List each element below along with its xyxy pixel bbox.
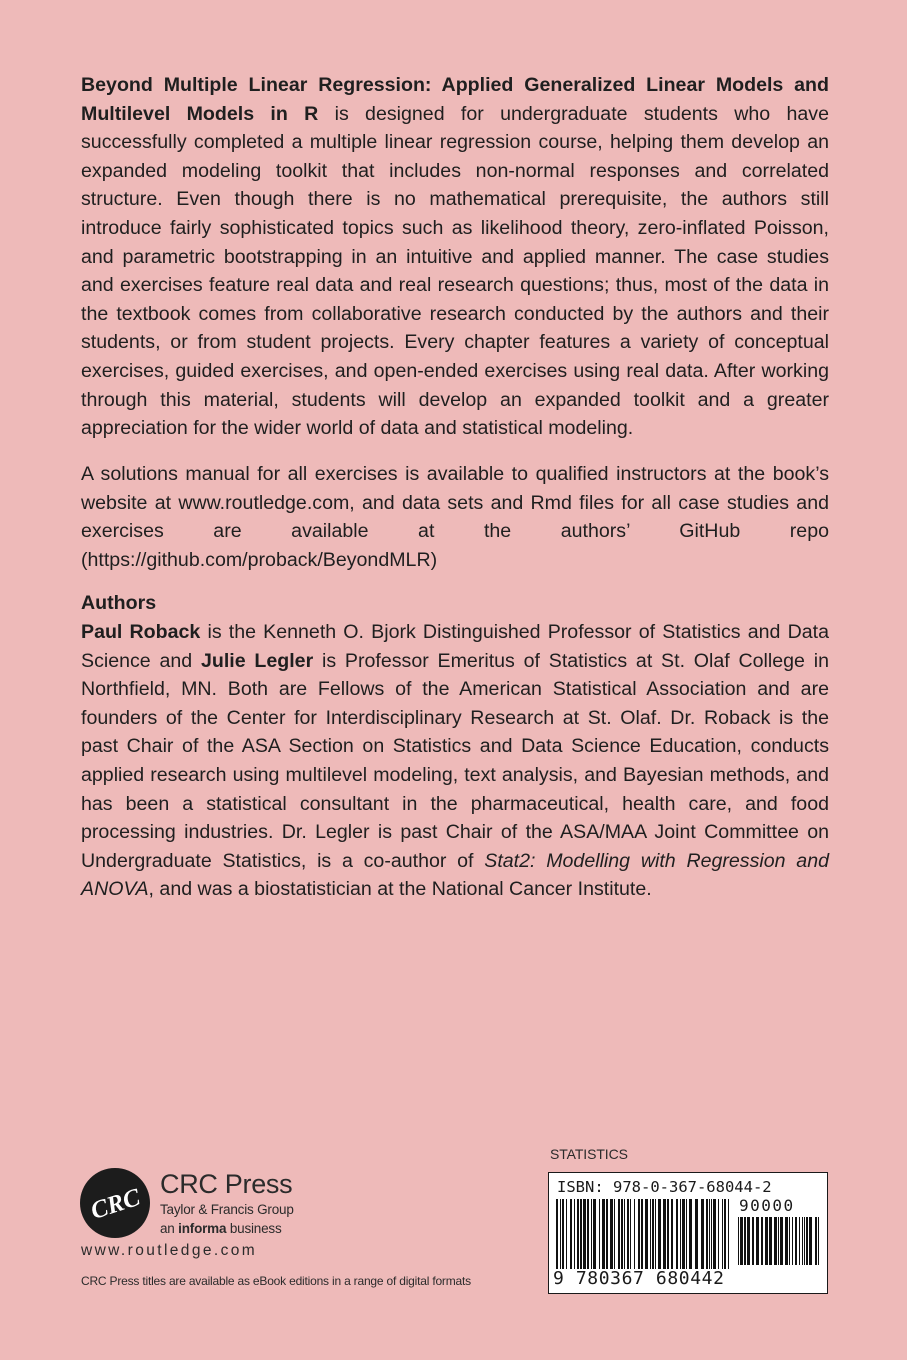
barcode-bar: [718, 1199, 719, 1269]
barcode-bar: [765, 1217, 768, 1265]
publisher-group: Taylor & Francis Group: [160, 1202, 294, 1217]
publisher-business: [160, 1220, 282, 1237]
barcode-bar: [799, 1217, 800, 1265]
barcode-bar: [778, 1217, 779, 1265]
barcode-bar: [641, 1199, 643, 1269]
barcode-bar: [566, 1199, 567, 1269]
barcode-bar: [744, 1217, 746, 1265]
barcode-bar: [587, 1199, 589, 1269]
barcode-bar: [747, 1217, 750, 1265]
barcode-bar: [627, 1199, 629, 1269]
barcode-bar: [634, 1199, 635, 1269]
barcode-bar: [809, 1217, 812, 1265]
barcode-bar: [621, 1199, 623, 1269]
barcode-bar: [560, 1199, 561, 1269]
barcode-bar: [722, 1199, 723, 1269]
barcode-bar: [686, 1199, 687, 1269]
authors-text-3: , and was a biostatistician at the National Cancer Institute.: [148, 878, 652, 901]
barcode-bar: [562, 1199, 564, 1269]
barcode-bar: [574, 1199, 575, 1269]
barcode-bar: [706, 1199, 708, 1269]
barcode-bar: [680, 1199, 681, 1269]
barcode-bar: [795, 1217, 797, 1265]
authors-text-1: is the Kenneth O. Bjork Distinguished Professor of Statistics and Data Science and: [81, 621, 829, 672]
addon-barcode-bars: [737, 1217, 821, 1275]
barcode-bar: [624, 1199, 625, 1269]
barcode-bar: [570, 1199, 572, 1269]
business-prefix: an: [160, 1221, 179, 1236]
author-name-roback: Paul Roback: [81, 621, 201, 643]
category-label: STATISTICS: [550, 1146, 628, 1162]
publisher-name: CRC Press: [160, 1169, 293, 1199]
barcode-bar: [658, 1199, 661, 1269]
ean-number: 9 780367 680442: [553, 1268, 725, 1289]
book-title: Beyond Multiple Linear Regression: Applied Generalized Linear Models and Multilevel Models in R: [81, 74, 829, 125]
ebook-note: CRC Press titles are available as eBook editions in a range of digital formats: [81, 1274, 471, 1288]
barcode-bar: [602, 1199, 605, 1269]
barcode-bar: [610, 1199, 613, 1269]
isbn-barcode: [548, 1172, 828, 1294]
barcode-bar: [630, 1199, 631, 1269]
barcode-bar: [738, 1217, 739, 1265]
isbn-number: ISBN: 978-0-367-68044-2: [557, 1178, 772, 1196]
price-addon-number: 90000: [739, 1196, 795, 1215]
solutions-paragraph: A solutions manual for all exercises is available to qualified instructors at the book’s website at www.routledge.com, and data sets and Rmd files for all case studies and exercises are available at the authors’ GitHub repo (https://github.com/proback/BeyondMLR): [81, 463, 829, 571]
barcode-bar: [756, 1217, 759, 1265]
barcode-bar: [806, 1217, 808, 1265]
barcode-bar: [663, 1199, 666, 1269]
barcode-bar: [802, 1217, 803, 1265]
barcode-bar: [618, 1199, 620, 1269]
description-body: is designed for undergraduate students who have successfully completed a multiple linear regression course, helping them develop an expanded modeling toolkit that includes non-normal responses and correlated structure. Even though there is no mathematical prerequisite, the authors still introduce fairly sophisticated topics such as likelihood theory, zero-inflated Poisson, and parametric bootstrapping in an intuitive and applied manner. The case studies and exercises feature real data and real research questions; thus, most of the data in the textbook comes from collaborative research conducted by the authors and their students, or from student projects. Every chapter features a variety of conceptual exercises, guided exercises, and open-ended exercises using real data. After working through this material, students will develop an expanded toolkit and a greater appreciation for the wider world of data and statistical modeling.: [81, 102, 829, 440]
barcode-bar: [785, 1217, 788, 1265]
barcode-bar: [583, 1199, 586, 1269]
barcode-bar: [667, 1199, 669, 1269]
barcode-bar: [689, 1199, 692, 1269]
ean-barcode-bars: [555, 1199, 731, 1279]
barcode-bar: [556, 1199, 558, 1269]
barcode-bar: [645, 1199, 648, 1269]
barcode-bar: [815, 1217, 817, 1265]
crc-press-logo: [79, 1167, 151, 1239]
business-suffix: business: [226, 1221, 282, 1236]
barcode-bar: [818, 1217, 819, 1265]
barcode-bar: [709, 1199, 710, 1269]
barcode-bar: [728, 1199, 729, 1269]
barcode-bar: [761, 1217, 763, 1265]
business-informa: informa: [178, 1221, 227, 1236]
description-paragraph: [81, 71, 829, 443]
barcode-bar: [614, 1199, 615, 1269]
barcode-bar: [599, 1199, 600, 1269]
author-name-legler: Julie Legler: [200, 649, 314, 672]
authors-heading: Authors: [81, 592, 157, 614]
barcode-bar: [701, 1199, 704, 1269]
barcode-bar: [713, 1199, 716, 1269]
barcode-bar: [650, 1199, 651, 1269]
barcode-bar: [774, 1217, 777, 1265]
barcode-bar: [804, 1217, 805, 1265]
barcode-bar: [655, 1199, 656, 1269]
barcode-bar: [638, 1199, 640, 1269]
barcode-bar: [740, 1217, 743, 1265]
barcode-bar: [652, 1199, 654, 1269]
barcode-bar: [676, 1199, 678, 1269]
barcode-bar: [593, 1199, 596, 1269]
barcode-bar: [695, 1199, 698, 1269]
barcode-bar: [682, 1199, 685, 1269]
barcode-bar: [577, 1199, 579, 1269]
barcode-bar: [606, 1199, 608, 1269]
barcode-bar: [752, 1217, 754, 1265]
logo-text: CRC: [87, 1183, 144, 1225]
barcode-bar: [792, 1217, 793, 1265]
barcode-bar: [711, 1199, 712, 1269]
barcode-bar: [769, 1217, 772, 1265]
barcode-bar: [671, 1199, 673, 1269]
authors-text-2: is Professor Emeritus of Statistics at St. Olaf College in Northfield, MN. Both are Fellows of the American Statistical Association and are founders of the Center for Interdisciplinary Research at St. Olaf. Dr. Roback is the past Chair of the ASA Section on Statistics and Data Science Education, conducts applied research using multilevel modeling, text analysis, and Bayesian methods, and has been a statistical consultant in the pharmaceutical, health care, and food processing industries. Dr. Legler is past Chair of the ASA/MAA Joint Committee on Undergraduate Statistics, is a co-author of: [81, 649, 829, 872]
barcode-bar: [591, 1199, 592, 1269]
barcode-bar: [724, 1199, 726, 1269]
authors-paragraph: [81, 618, 829, 904]
publisher-website: www.routledge.com: [81, 1242, 258, 1259]
barcode-bar: [580, 1199, 582, 1269]
barcode-bar: [789, 1217, 790, 1265]
coauthored-book-title: Stat2: Modelling with Regression and ANOVA: [81, 849, 829, 901]
barcode-bar: [780, 1217, 783, 1265]
